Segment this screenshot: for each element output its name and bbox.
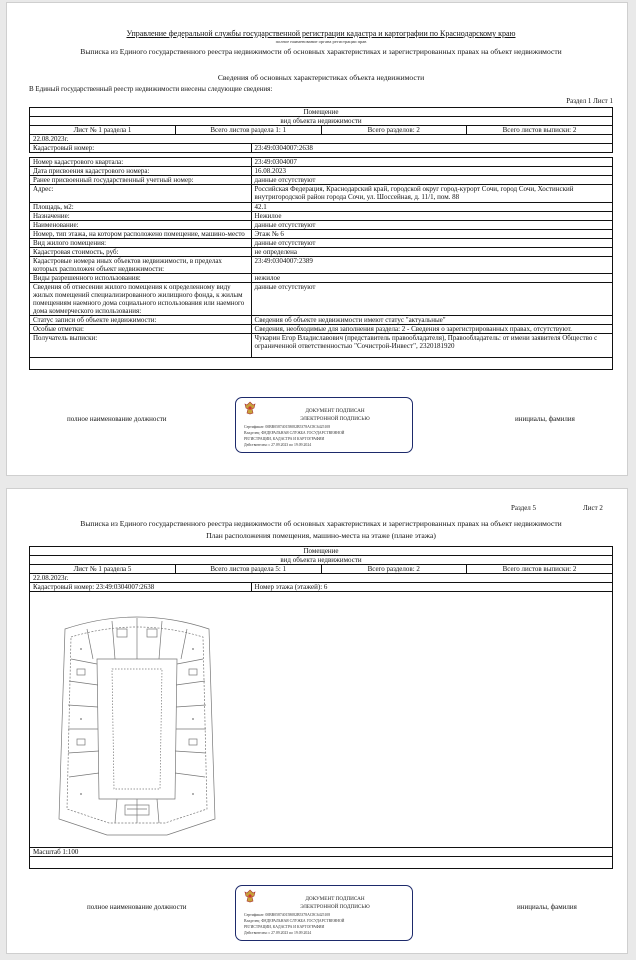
row-value: Этаж № 6 <box>251 230 612 239</box>
table-row <box>30 325 613 334</box>
row-label: Кадастровый номер: <box>30 144 252 153</box>
row-value: 16.08.2023 <box>251 167 612 176</box>
position-caption-2: полное наименование должности <box>87 903 187 911</box>
sections-total-2: Всего разделов: 2 <box>321 565 467 573</box>
row-label: Виды разрешенного использования: <box>30 274 252 283</box>
extract-title: Выписка из Единого государственного реестра недвижимости об основных характеристиках и зарегистрированных правах на объект недвижимости <box>80 47 562 56</box>
table-row <box>30 158 613 167</box>
sheet-info-row <box>30 126 612 134</box>
row-value: Нежилое <box>251 212 612 221</box>
section-sheets-total-2: Всего листов раздела 5: 1 <box>176 565 322 573</box>
table-row <box>30 239 613 248</box>
scale-label: Масштаб 1:100 <box>30 848 613 857</box>
row-value: нежилое <box>251 274 612 283</box>
table-row <box>30 221 613 230</box>
row-label: Наименование: <box>30 221 252 230</box>
floor-number: Номер этажа (этажей): 6 <box>251 583 612 592</box>
row-value: Сведения об объекте недвижимости имеют статус "актуальные" <box>251 316 612 325</box>
extract-page-1 <box>6 2 628 476</box>
row-label: Получатель выписки: <box>30 334 252 358</box>
sheet-number: Лист № 1 раздела 1 <box>30 126 176 134</box>
stamp-line-1: ДОКУМЕНТ ПОДПИСАН <box>305 896 365 902</box>
row-label: Статус записи об объекте недвижимости: <box>30 316 252 325</box>
extract-title-2: Выписка из Единого государственного реестра недвижимости об основных характеристиках и зарегистрированных правах на объект недвижимости <box>80 519 562 528</box>
section-title: Сведения об основных характеристиках объекта недвижимости <box>217 73 425 82</box>
extract-page-2 <box>6 488 628 954</box>
section-label: Раздел 5 <box>511 504 537 512</box>
extract-date: 22.08.2023г. <box>30 135 613 144</box>
agency-caption: полное наименование органа регистрации прав <box>275 39 367 44</box>
table-row <box>30 167 613 176</box>
sections-total: Всего разделов: 2 <box>321 126 467 134</box>
eagle-emblem-icon <box>244 889 256 903</box>
object-type-2: Помещение <box>30 547 613 556</box>
stamp-owner: Владелец: ФЕДЕРАЛЬНАЯ СЛУЖБА ГОСУДАРСТВЕННОЙ <box>244 919 345 923</box>
extract-date-2: 22.08.2023г. <box>30 574 613 583</box>
row-value: данные отсутствуют <box>251 221 612 230</box>
table-row <box>30 176 613 185</box>
row-label: Сведения об отнесении жилого помещения к определенному виду жилых помещений специализированного жилищного фонда, к жилым помещениям наемного дома социального использования или наемного дома коммерческого использования: <box>30 283 252 316</box>
table-row <box>30 212 613 221</box>
extract-sheets-total: Всего листов выписки: 2 <box>502 126 577 134</box>
row-value: Российская Федерация, Краснодарский край, городской округ город-курорт Сочи, город Сочи, Хостинский внутригородской район города Сочи, ул. Шоссейная, д. 11/1, пом. 88 <box>251 185 612 203</box>
row-value: 23:49:0304007:2389 <box>251 257 612 274</box>
table-row <box>30 144 613 153</box>
e-signature-stamp <box>235 397 413 453</box>
stamp-cert: Сертификат: 00BB058740158082B5378AC8C6425108 <box>244 425 331 429</box>
eagle-emblem-icon <box>244 401 256 415</box>
stamp-owner: Владелец: ФЕДЕРАЛЬНАЯ СЛУЖБА ГОСУДАРСТВЕННОЙ <box>244 431 345 435</box>
row-label: Номер, тип этажа, на котором расположено помещение, машино-место <box>30 230 252 239</box>
row-label: Дата присвоения кадастрового номера: <box>30 167 252 176</box>
row-label: Назначение: <box>30 212 252 221</box>
row-label: Ранее присвоенный государственный учетный номер: <box>30 176 252 185</box>
row-value: данные отсутствуют <box>251 239 612 248</box>
section-sheets-total: Всего листов раздела 1: 1 <box>176 126 322 134</box>
row-value: 42.1 <box>251 203 612 212</box>
table-row <box>30 185 613 203</box>
cadastral-number-2: Кадастровый номер: 23:49:0304007:2638 <box>30 583 252 592</box>
table-row <box>30 283 613 316</box>
row-value: Чукарин Егор Владиславович (представитель правообладателя), Правообладатель: от имени заявителя Общество с ограниченной ответственностью "Сочистрой-Инвест", 2320181920 <box>251 334 612 358</box>
signature-box <box>30 358 613 370</box>
stamp-validity: Действителен: с 27.09.2023 по 19.09.2024 <box>244 931 312 935</box>
stamp-validity: Действителен: с 27.09.2023 по 19.09.2024 <box>244 443 312 447</box>
row-label: Кадастровые номера иных объектов недвижимости, в пределах которых расположен объект недвижимости: <box>30 257 252 274</box>
table-row <box>30 230 613 239</box>
stamp-owner-2: РЕГИСТРАЦИИ, КАДАСТРА И КАРТОГРАФИИ <box>244 925 325 929</box>
row-value: 23:49:0304007 <box>251 158 612 167</box>
agency-name: Управление федеральной службы государственной регистрации кадастра и картографии по Краснодарскому краю <box>126 29 516 38</box>
position-caption: полное наименование должности <box>67 415 167 423</box>
sheet-info-row-2 <box>30 565 612 573</box>
row-label: Вид жилого помещения: <box>30 239 252 248</box>
section-sheet-label: Раздел 1 Лист 1 <box>566 97 613 105</box>
floor-plan-drawing <box>57 609 217 841</box>
stamp-line-2: ЭЛЕКТРОННОЙ ПОДПИСЬЮ <box>300 904 370 910</box>
stamp-cert: Сертификат: 00BB058740158082B5378AC8C6425108 <box>244 913 331 917</box>
row-label: Адрес: <box>30 185 252 203</box>
stamp-owner-2: РЕГИСТРАЦИИ, КАДАСТРА И КАРТОГРАФИИ <box>244 437 325 441</box>
table-row <box>30 334 613 358</box>
row-label: Номер кадастрового квартала: <box>30 158 252 167</box>
e-signature-stamp-2 <box>235 885 413 941</box>
table-row <box>30 248 613 257</box>
signature-box-2 <box>30 857 613 869</box>
row-value: данные отсутствуют <box>251 176 612 185</box>
row-label: Кадастровая стоимость, руб: <box>30 248 252 257</box>
extract-sheets-total-2: Всего листов выписки: 2 <box>502 565 577 573</box>
characteristics-table <box>29 107 613 370</box>
stamp-line-2: ЭЛЕКТРОННОЙ ПОДПИСЬЮ <box>300 416 370 422</box>
table-row <box>30 203 613 212</box>
row-value: данные отсутствуют <box>251 283 612 316</box>
table-row <box>30 274 613 283</box>
intro-text: В Единый государственный реестр недвижимости внесены следующие сведения: <box>29 85 273 93</box>
row-value: 23:49:0304007:2638 <box>251 144 612 153</box>
plan-title: План расположения помещения, машино-места на этаже (плане этажа) <box>206 531 436 540</box>
row-label: Площадь, м2: <box>30 203 252 212</box>
object-type-caption-2: вид объекта недвижимости <box>30 556 613 565</box>
name-caption: инициалы, фамилия <box>515 415 575 423</box>
row-label: Особые отметки: <box>30 325 252 334</box>
sheet-label: Лист 2 <box>583 504 603 512</box>
row-value: не определена <box>251 248 612 257</box>
name-caption-2: инициалы, фамилия <box>517 903 577 911</box>
table-row <box>30 257 613 274</box>
row-value: Сведения, необходимые для заполнения раздела: 2 - Сведения о зарегистрированных правах, отсутствуют. <box>251 325 612 334</box>
table-row <box>30 316 613 325</box>
object-type: Помещение <box>30 108 613 117</box>
sheet-number-2: Лист № 1 раздела 5 <box>30 565 176 573</box>
object-type-caption: вид объекта недвижимости <box>30 117 613 126</box>
stamp-line-1: ДОКУМЕНТ ПОДПИСАН <box>305 408 365 414</box>
